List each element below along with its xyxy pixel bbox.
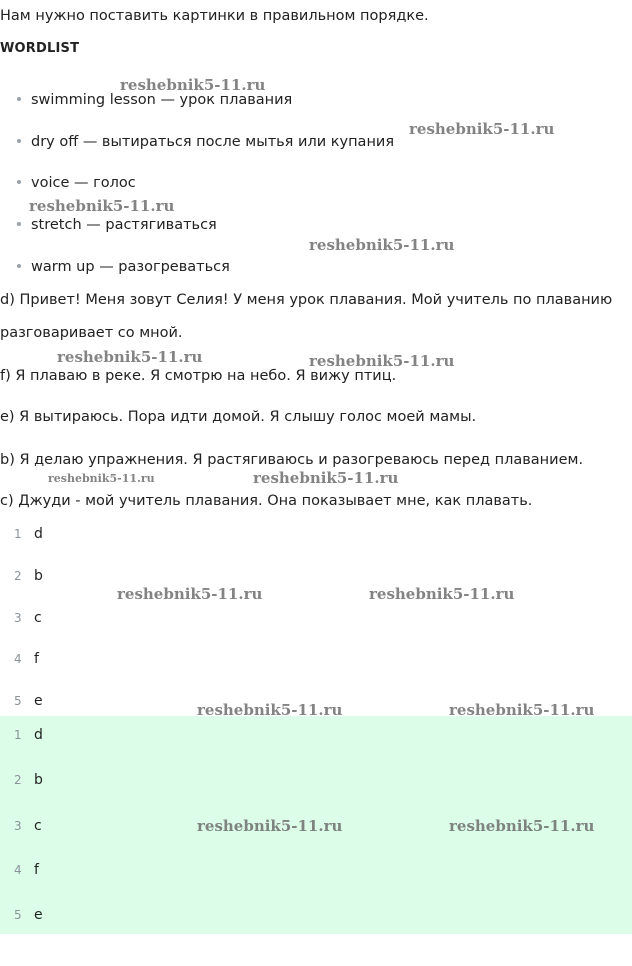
answer-letter: c [34,818,42,834]
wordlist-item-text: swimming lesson — урок плавания [31,92,293,108]
watermark: reshebnik5-11.ru [253,469,399,487]
watermark: reshebnik5-11.ru [449,817,595,835]
answer-number: 5 [14,908,22,922]
watermark: reshebnik5-11.ru [117,585,263,603]
paragraph-f: f) Я плаваю в реке. Я смотрю на небо. Я вижу птиц. [0,368,397,384]
watermark: reshebnik5-11.ru [309,352,455,370]
paragraph-e: e) Я вытираюсь. Пора идти домой. Я слышу голос моей мамы. [0,409,477,425]
order-letter: f [34,651,39,667]
answer-item [14,725,43,745]
answer-item [14,770,43,790]
order-item [14,649,39,669]
answer-item [14,860,39,880]
bullet-icon [17,139,21,143]
watermark: reshebnik5-11.ru [309,236,455,254]
bullet-icon [17,180,21,184]
order-letter: e [34,693,43,709]
watermark: reshebnik5-11.ru [197,817,343,835]
paragraph-b: b) Я делаю упражнения. Я растягиваюсь и разогреваюсь перед плаванием. [0,452,584,468]
wordlist-item [17,215,217,235]
answer-number: 1 [14,728,22,742]
paragraph-c: c) Джуди - мой учитель плавания. Она показывает мне, как плавать. [0,493,533,509]
order-item [14,566,43,586]
order-letter: b [34,568,43,584]
answer-number: 4 [14,863,22,877]
order-item [14,524,43,544]
answer-letter: d [34,727,43,743]
wordlist-item [17,173,136,193]
answer-item [14,905,43,925]
watermark: reshebnik5-11.ru [120,76,266,94]
wordlist-item-text: voice — голос [31,175,136,191]
watermark: reshebnik5-11.ru [57,348,203,366]
watermark: reshebnik5-11.ru [409,120,555,138]
wordlist-item [17,257,230,277]
intro-text: Нам нужно поставить картинки в правильном порядке. [0,8,429,24]
answer-number: 2 [14,773,22,787]
watermark: reshebnik5-11.ru [369,585,515,603]
answer-number: 3 [14,819,22,833]
wordlist-heading: WORDLIST [0,41,80,56]
wordlist-item-text: warm up — разогреваться [31,259,230,275]
watermark: reshebnik5-11.ru [48,472,155,485]
watermark: reshebnik5-11.ru [197,701,343,719]
answer-letter: b [34,772,43,788]
bullet-icon [17,264,21,268]
order-item [14,608,42,628]
watermark: reshebnik5-11.ru [449,701,595,719]
answer-letter: f [34,862,39,878]
order-item [14,691,43,711]
paragraph-d-line2: разговаривает со мной. [0,325,183,341]
order-letter: d [34,526,43,542]
watermark: reshebnik5-11.ru [29,197,175,215]
order-number: 5 [14,694,22,708]
wordlist-item-text: dry off — вытираться после мытья или купания [31,134,395,150]
paragraph-d-line1: d) Привет! Меня зовут Селия! У меня урок плавания. Мой учитель по плаванию [0,292,613,308]
wordlist-item-text: stretch — растягиваться [31,217,217,233]
order-number: 4 [14,652,22,666]
bullet-icon [17,97,21,101]
wordlist-item [17,132,394,152]
order-number: 2 [14,569,22,583]
bullet-icon [17,222,21,226]
answer-item [14,816,42,836]
order-letter: c [34,610,42,626]
answer-letter: e [34,907,43,923]
order-number: 1 [14,527,22,541]
order-number: 3 [14,611,22,625]
